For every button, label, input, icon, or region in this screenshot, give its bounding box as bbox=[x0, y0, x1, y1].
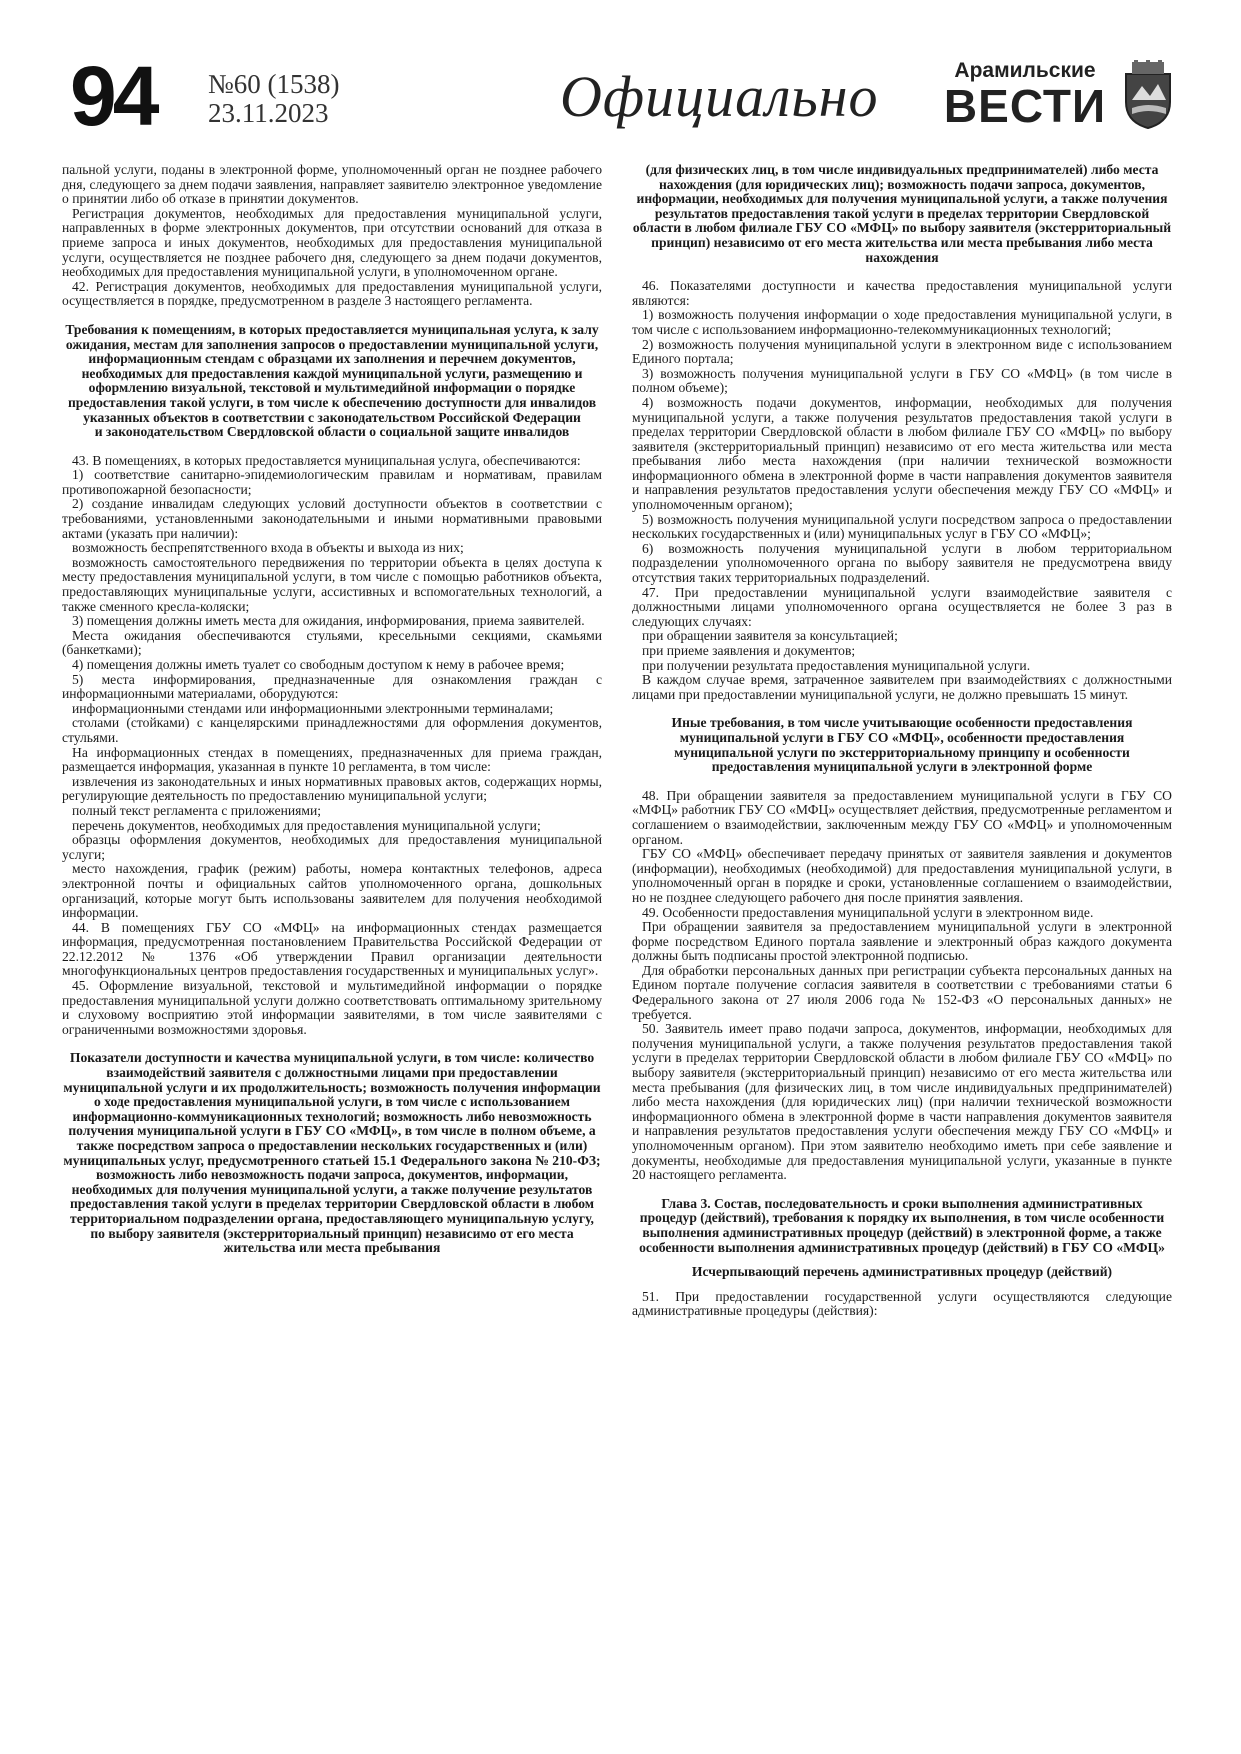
paragraph: 43. В помещениях, в которых предоставляется муниципальная услуга, обеспечиваются: bbox=[72, 452, 581, 468]
paragraph: при получении результата предоставления муниципальной услуги. bbox=[642, 657, 1031, 673]
issue-number: №60 (1538) bbox=[208, 69, 340, 99]
paragraph: 2) создание инвалидам следующих условий доступности объектов в соответствии с требованиями, установленными законодательными и иными нормативными правовыми актами (указать при наличии): bbox=[62, 496, 602, 541]
paragraph: 5) места информирования, предназначенные для ознакомления граждан с информационными материалами, оборудуются: bbox=[62, 671, 602, 702]
paragraph: 45. Оформление визуальной, текстовой и мультимедийной информации о порядке предоставления муниципальной услуги должно соответствовать оптимальному зрительному и слуховому восприятию этой информации заявителями, в том числе заявителями с ограниченными возможностями здоровья. bbox=[62, 978, 602, 1037]
paragraph: 51. При предоставлении государственной услуги осуществляются следующие административные процедуры (действия): bbox=[632, 1288, 1172, 1319]
issue-info bbox=[208, 70, 340, 128]
section-heading: Иные требования, в том числе учитывающие особенности предоставления муниципальной услуги в ГБУ СО «МФЦ», особенности предоставления муниципальной услуги по экстерриториальному принципу и особенности предоставления муниципальной услуги в электронной форме bbox=[671, 715, 1133, 775]
section-heading: Показатели доступности и качества муниципальной услуги, в том числе: количество взаимодействий заявителя с должностными лицами при предоставлении муниципальной услуги и их продолжительность; возможность получения информации о ходе предоставления муниципальной услуги, в том числе с использованием информационно-коммуникационных технологий; возможность либо невозможность получения муниципальной услуги в ГБУ СО «МФЦ», в том числе в полном объеме, а также посредством запроса о предоставлении нескольких государственных и (или) муниципальных услуг, предусмотренного статьей 15.1 Федерального закона № 210-ФЗ; возможность либо невозможность подачи запроса, документов, информации, необходимых для получения муниципальной услуги, а также получение результатов предоставления такой услуги в пределах территории Свердловской области в любом территориальном подразделении органа, предоставляющего муниципальную услугу, по выбору заявителя (экстерриториальный принцип) независимо от его места жительства или места пребывания bbox=[63, 1050, 601, 1256]
paragraph: перечень документов, необходимых для предоставления муниципальной услуги; bbox=[72, 817, 541, 833]
paragraph: извлечения из законодательных и иных нормативных правовых актов, содержащих нормы, регулирующие деятельность по предоставлению муниципальной услуги; bbox=[62, 773, 602, 804]
paragraph: ГБУ СО «МФЦ» обеспечивает передачу принятых от заявителя заявления и документов (информации), необходимых (необходимой) для предоставления муниципальной услуги, в уполномоченный орган в порядке и сроки, установленные соглашением о взаимодействии, но не позднее следующего рабочего дня после принятия заявления. bbox=[632, 846, 1172, 905]
paragraph: 6) возможность получения муниципальной услуги в любом территориальном подразделении уполномоченного органа по выбору заявителя не предусмотрена ввиду отсутствия таких территориальных подразделений. bbox=[632, 540, 1172, 586]
heading-text: и законодательством Свердловской области о социальной защите инвалидов bbox=[94, 424, 570, 440]
section-rubric: Официально bbox=[560, 64, 879, 129]
paragraph: 1) возможность получения информации о ходе предоставления муниципальной услуги, в том числе с использованием информационно-телекоммуникационных технологий; bbox=[632, 307, 1172, 337]
logo-line-1: Арамильские bbox=[954, 59, 1096, 82]
paragraph: В каждом случае время, затраченное заявителем при взаимодействиях с должностными лицами при предоставлении муниципальной услуги, не должно превышать 15 минут. bbox=[632, 672, 1172, 702]
paragraph: 4) помещения должны иметь туалет со свободным доступом к нему в рабочее время; bbox=[72, 657, 565, 672]
paragraph: 42. Регистрация документов, необходимых для предоставления муниципальной услуги, осуществляется в порядке, предусмотренном в разделе 3 настоящего регламента. bbox=[62, 278, 602, 309]
paragraph: 1) соответствие санитарно-эпидемиологическим правилам и нормативам, правилам противопожарной безопасности; bbox=[62, 467, 602, 497]
paragraph: возможность самостоятельного передвижения по территории объекта в целях доступа к месту предоставления муниципальной услуги, в том числе с помощью работников объекта, предоставляющих муниципальные услуги, ассистивных и вспомогательных технологий, а также сменного кресла-коляски; bbox=[62, 554, 602, 614]
paragraph: 5) возможность получения муниципальной услуги посредством запроса о предоставлении нескольких государственных и (или) муниципальных услуг в ГБУ СО «МФЦ»; bbox=[632, 511, 1172, 542]
issue-date: 23.11.2023 bbox=[208, 98, 329, 128]
section-heading: (для физических лиц, в том числе индивидуальных предпринимателей) либо места нахождения (для юридических лиц); возможность подачи запроса, документов, информации, необходимых для получения муниципальной услуги, а также получения результатов предоставления такой услуги в пределах территории Свердловской области в любом филиале ГБУ СО «МФЦ» по выбору заявителя (экстерриториальный принцип) независимо от его места жительства или места пребывания либо места нахождения bbox=[632, 162, 1172, 265]
paragraph: При обращении заявителя за предоставлением муниципальной услуги в электронной форме посредством Единого портала заявление и электронный образ каждого документа должны быть подписаны простой электронной подписью. bbox=[632, 919, 1172, 964]
section-heading: Исчерпывающий перечень административных процедур (действий) bbox=[691, 1264, 1113, 1280]
paragraph: при приеме заявления и документов; bbox=[642, 643, 856, 658]
paragraph: 2) возможность получения муниципальной услуги в электронном виде с использованием Единого портала; bbox=[632, 336, 1172, 367]
paragraph: возможность беспрепятственного входа в объекты и выхода из них; bbox=[72, 540, 464, 556]
page-number: 94 bbox=[70, 49, 156, 143]
heading-text: Требования к помещениям, в которых предоставляется муниципальная услуга, к залу ожидания, местам для заполнения запросов о предоставлении муниципальной услуги, информационным стендам с образцами их заполнения и перечнем документов, необходимых для предоставления каждой муниципальной услуги, размещению и оформлению визуальной, текстовой и мультимедийной информации о порядке предоставления такой услуги, в том числе к обеспечению доступности для инвалидов указанных объектов в соответствии с законодательством Российской Федерации bbox=[65, 321, 599, 425]
paragraph: Для обработки персональных данных при регистрации субъекта персональных данных на Едином портале получение согласия заявителя в соответствии с требованиями статьи 6 Федерального закона от 27 июля 2006 года № 152-ФЗ «О персональных данных» не требуется. bbox=[632, 962, 1172, 1022]
paragraph: образцы оформления документов, необходимых для предоставления муниципальной услуги; bbox=[62, 832, 602, 862]
section-heading bbox=[62, 323, 602, 440]
left-column bbox=[62, 163, 602, 1256]
paragraph: место нахождения, график (режим) работы, номера контактных телефонов, адреса электронной почты и официальных сайтов уполномоченного органа, дошкольных организаций, которые могут быть использованы заявителем для получения необходимой информации. bbox=[62, 861, 602, 921]
paragraph: 50. Заявитель имеет право подачи запроса, документов, информации, необходимых для получения муниципальной услуги, а также получения результатов предоставления такой услуги в пределах территории Свердловской области в любом филиале ГБУ СО «МФЦ» по выбору заявителя (экстерриториальный принцип) независимо от его места жительства или места пребывания (для физических лиц, в том числе индивидуальных предпринимателей) либо места нахождения (для юридических лиц) (при наличии технической возможности информационного обмена в электронной форме в части направления документов заявителя и направления результатов предоставления услуги обеспечения между ГБУ СО «МФЦ» и уполномоченным органом). При этом заявителю необходимо иметь при себе заявление и документы, необходимые для предоставления муниципальной услуги, указанные в пункте 20 настоящего регламента. bbox=[632, 1021, 1172, 1183]
paragraph: Места ожидания обеспечиваются стульями, кресельными секциями, скамьями (банкетками); bbox=[62, 627, 602, 658]
paragraph: 49. Особенности предоставления муниципальной услуги в электронном виде. bbox=[642, 904, 1094, 920]
chapter-heading: Глава 3. Состав, последовательность и сроки выполнения административных процедур (действий), требования к порядку их выполнения, в том числе особенности выполнения административных процедур (действий) в электронной форме, а также особенности выполнения административных процедур (действий) в ГБУ СО «МФЦ» bbox=[639, 1195, 1165, 1255]
paragraph: Регистрация документов, необходимых для предоставления муниципальной услуги, направленных в форме электронных документов, при отсутствии оснований для отказа в приеме запроса и иных документов, необходимых для предоставления муниципальной услуги, осуществляется не позднее рабочего дня, следующего за днем подачи документов, необходимых для предоставления муниципальной услуги, в уполномоченном органе. bbox=[62, 205, 602, 280]
paragraph: информационными стендами или информационными электронными терминалами; bbox=[72, 700, 554, 716]
logo-line-2: ВЕСТИ bbox=[943, 80, 1107, 132]
paragraph: 47. При предоставлении муниципальной услуги взаимодействие заявителя с должностными лицами уполномоченного органа осуществляется не более 3 раз в следующих случаях: bbox=[632, 584, 1172, 629]
paragraph: 4) возможность подачи документов, информации, необходимых для получения муниципальной услуги, а также получения результатов предоставления такой услуги в пределах территории Свердловской области в любом филиале ГБУ СО «МФЦ» по выбору заявителя (экстерриториальный принцип) независимо от его места жительства или места пребывания либо места нахождения (при наличии технической возможности информационного обмена в электронной форме в части направления документов заявителя и направления результатов предоставления услуги обеспечения между ГБУ СО «МФЦ» и уполномоченным органом); bbox=[632, 394, 1172, 513]
paragraph: столами (стойками) с канцелярскими принадлежностями для оформления документов, стульями. bbox=[62, 715, 602, 745]
newspaper-logo bbox=[940, 60, 1110, 140]
paragraph: 44. В помещениях ГБУ СО «МФЦ» на информационных стендах размещается информация, предусмотренная постановлением Правительства Российской Федерации от 22.12.2012 № 1376 «Об утверждении Правил организации деятельности многофункциональных центров предоставления государственных и муниципальных услуг». bbox=[62, 919, 602, 979]
page-header bbox=[70, 49, 1175, 155]
paragraph: 48. При обращении заявителя за предоставлением муниципальной услуги в ГБУ СО «МФЦ» работник ГБУ СО «МФЦ» осуществляет действия, предусмотренные регламентом и соглашением о взаимодействии, заключенным между ГБУ СО «МФЦ» и уполномоченным органом. bbox=[632, 787, 1172, 847]
right-column bbox=[632, 163, 1172, 1319]
paragraph: 46. Показателями доступности и качества предоставления муниципальной услуги являются: bbox=[632, 278, 1172, 308]
paragraph: 3) помещения должны иметь места для ожидания, информирования, приема заявителей. bbox=[72, 613, 585, 629]
paragraph: пальной услуги, поданы в электронной форме, уполномоченный орган не позднее рабочего дня, следующего за днем подачи заявления, направляет заявителю электронное уведомление о принятии либо об отказе в принятии документов. bbox=[62, 162, 602, 207]
paragraph: при обращении заявителя за консультацией; bbox=[642, 628, 898, 644]
paragraph: На информационных стендах в помещениях, предназначенных для приема граждан, размещается информация, указанная в пункте 10 регламента, в том числе: bbox=[62, 744, 602, 775]
paragraph: полный текст регламента с приложениями; bbox=[72, 802, 322, 818]
coat-of-arms-icon bbox=[1122, 60, 1174, 130]
paragraph: 3) возможность получения муниципальной услуги в ГБУ СО «МФЦ» (в том числе в полном объеме); bbox=[632, 365, 1172, 396]
